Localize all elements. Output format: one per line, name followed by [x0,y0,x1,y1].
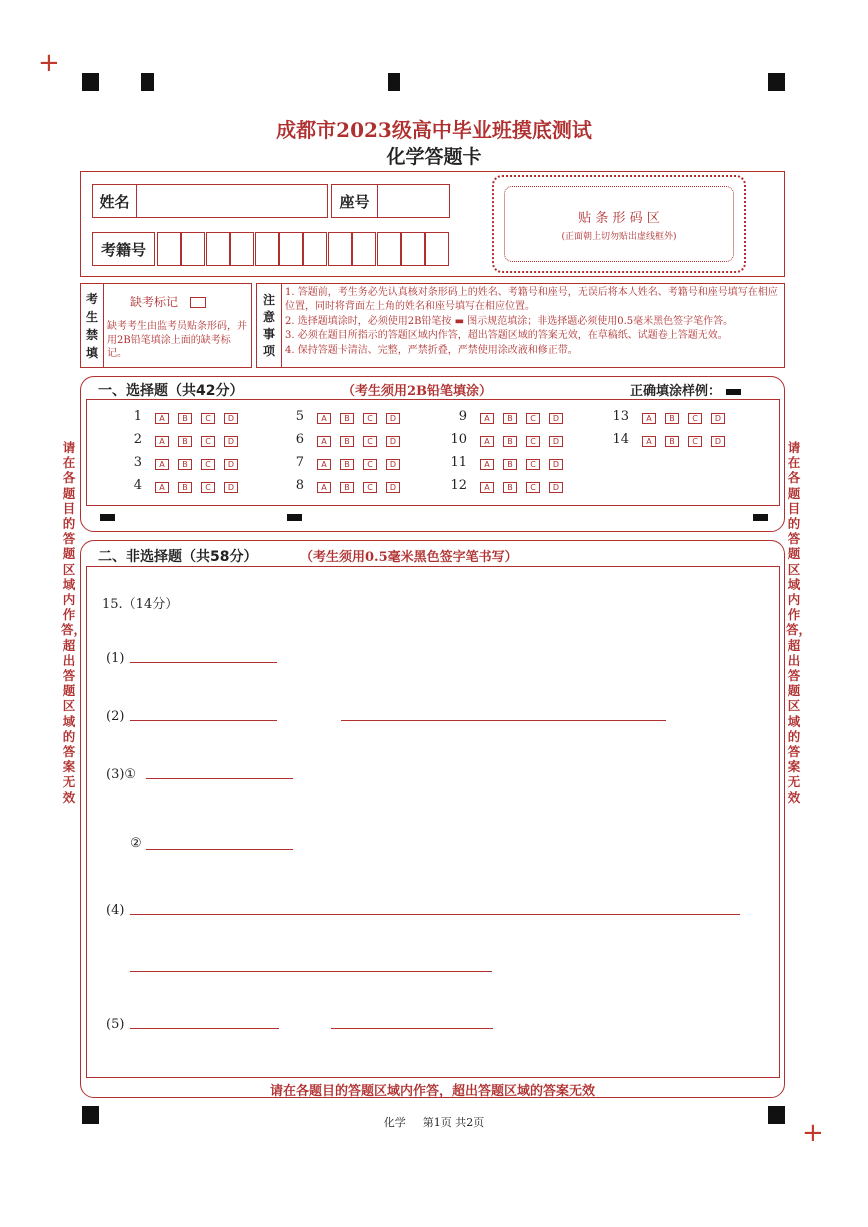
option-bubble-c[interactable]: C [363,436,377,447]
q15-heading: 15.（14分） [102,597,179,612]
question-number: 13 [612,409,629,424]
section1-instruction: （考生须用2B铅笔填涂） [342,384,493,399]
alignment-mark [100,514,115,521]
absent-description: 缺考考生由监考员贴条形码，并用2B铅笔填涂上面的缺考标记。 [107,321,247,359]
exam-id-digit-cell[interactable] [255,232,279,266]
q15-answer-area[interactable] [86,566,780,1078]
exam-id-digit-cell[interactable] [279,232,303,266]
option-bubble-b[interactable]: B [503,482,517,493]
option-bubble-d[interactable]: D [386,482,400,493]
absent-mark-title [130,293,206,310]
option-bubble-c[interactable]: C [526,482,540,493]
fill-sample-label: 正确填涂样例： [630,384,722,399]
exam-id-digit-cell[interactable] [425,232,449,266]
footer [0,1114,868,1130]
option-bubble-c[interactable]: C [688,413,702,424]
option-bubble-a[interactable]: A [480,436,494,447]
crop-mark-bottom-right: + [802,1118,824,1148]
option-bubble-c[interactable]: C [201,413,215,424]
option-bubble-d[interactable]: D [224,413,238,424]
note-item: 2. 选择题填涂时，必须使用2B铅笔按 ▬ 图示规范填涂；非选择题必须使用0.5毫米黑色签字笔作答。 [285,315,734,327]
alignment-mark [753,514,768,521]
q15-part3b-label: ② [130,836,142,851]
question-number: 6 [295,432,304,447]
question-number: 3 [133,455,142,470]
option-bubble-d[interactable]: D [549,436,563,447]
option-bubble-b[interactable]: B [340,482,354,493]
question-number: 10 [450,432,467,447]
footer-page: 第1页 共2页 [422,1116,485,1129]
alignment-mark [82,73,99,91]
notes-list [285,286,782,358]
exam-id-digit-cell[interactable] [377,232,401,266]
option-bubble-a[interactable]: A [480,459,494,470]
option-bubble-b[interactable]: B [178,436,192,447]
question-number: 2 [133,432,142,447]
q15-part1-line[interactable] [130,662,277,663]
option-bubble-c[interactable]: C [201,482,215,493]
option-bubble-c[interactable]: C [526,436,540,447]
footer-subject: 化学 [383,1116,406,1129]
question-number: 7 [295,455,304,470]
q15-part2-line-a[interactable] [130,720,277,721]
exam-id-digit-cell[interactable] [230,232,254,266]
q15-part5-label: (5) [106,1017,125,1032]
option-bubble-a[interactable]: A [317,413,331,424]
absent-mark-label: 缺考标记 [130,295,179,309]
exam-id-digit-cell[interactable] [401,232,425,266]
option-bubble-a[interactable]: A [480,482,494,493]
option-bubble-c[interactable]: C [201,459,215,470]
option-bubble-d[interactable]: D [224,482,238,493]
notes-side-divider [281,283,282,368]
option-bubble-c[interactable]: C [363,482,377,493]
question-number: 1 [133,409,142,424]
option-bubble-d[interactable]: D [711,436,725,447]
absent-mark-checkbox[interactable] [190,297,206,308]
option-bubble-d[interactable]: D [549,459,563,470]
option-bubble-c[interactable]: C [526,459,540,470]
page-subtitle: 化学答题卡 [386,146,482,168]
option-bubble-d[interactable]: D [386,413,400,424]
section2-title: 二、非选择题（共58分） [98,549,258,565]
option-bubble-b[interactable]: B [665,413,679,424]
exam-id-digit-cell[interactable] [181,232,205,266]
q15-part2-label: (2) [106,709,125,724]
name-label: 姓名 [92,184,137,218]
seat-label: 座号 [331,184,378,218]
absent-side-label: 考生禁填 [85,292,98,360]
alignment-mark [287,514,302,521]
option-bubble-a[interactable]: A [317,436,331,447]
option-bubble-b[interactable]: B [503,459,517,470]
exam-id-digit-cell[interactable] [352,232,376,266]
option-bubble-a[interactable]: A [317,459,331,470]
right-side-warning: 请在各题目的答题区域内作答，超出答题区域的答案无效 [786,440,812,805]
name-field[interactable] [136,184,328,218]
note-item: 3. 必须在题目所指示的答题区域内作答，超出答题区域的答案无效，在草稿纸、试题卷上答题无效。 [285,330,728,342]
option-bubble-c[interactable]: C [526,413,540,424]
option-bubble-b[interactable]: B [503,413,517,424]
option-bubble-d[interactable]: D [549,413,563,424]
barcode-note: (正面朝上切勿贴出虚线框外) [561,232,677,242]
exam-id-digit-cell[interactable] [157,232,181,266]
fill-sample-mark [726,389,741,395]
option-bubble-b[interactable]: B [665,436,679,447]
question-number: 9 [458,409,467,424]
option-bubble-d[interactable]: D [224,459,238,470]
notes-side-label: 注意事项 [262,293,275,358]
barcode-title: 贴 条 形 码 区 [578,211,660,226]
option-bubble-d[interactable]: D [386,436,400,447]
question-number: 14 [612,432,629,447]
option-bubble-d[interactable]: D [224,436,238,447]
option-bubble-b[interactable]: B [178,482,192,493]
crop-mark-top-left: + [38,48,60,78]
option-bubble-a[interactable]: A [317,482,331,493]
q15-part1-label: (1) [106,651,125,666]
option-bubble-c[interactable]: C [201,436,215,447]
q15-part3-label: (3)① [106,767,137,782]
question-number: 12 [450,478,467,493]
fill-sample [630,380,741,399]
q15-part3-line-2[interactable] [146,849,293,850]
option-bubble-a[interactable]: A [480,413,494,424]
option-bubble-a[interactable]: A [642,413,656,424]
q15-part3-line-1[interactable] [146,778,293,779]
option-bubble-a[interactable]: A [642,436,656,447]
seat-field[interactable] [377,184,450,218]
option-bubble-b[interactable]: B [340,459,354,470]
question-number: 11 [450,455,467,470]
bottom-warning: 请在各题目的答题区域内作答，超出答题区域的答案无效 [269,1084,595,1099]
section2-instruction: （考生须用0.5毫米黑色签字笔书写） [300,550,518,565]
alignment-mark [141,73,154,91]
option-bubble-a[interactable]: A [155,482,169,493]
option-bubble-c[interactable]: C [363,413,377,424]
option-bubble-d[interactable]: D [711,413,725,424]
option-bubble-b[interactable]: B [178,459,192,470]
alignment-mark [768,73,785,91]
left-side-warning: 请在各题目的答题区域内作答，超出答题区域的答案无效 [61,440,87,805]
note-item: 1. 答题前，考生务必先认真核对条形码上的姓名、考籍号和座号，无误后将本人姓名、考籍号和座号填写在相应位置，同时将背面左上角的姓名和座号填写在相应位置。 [285,287,778,313]
alignment-mark [388,73,400,91]
q15-part5-line-b[interactable] [331,1028,493,1029]
absent-side-divider [103,283,104,368]
q15-part4-label: (4) [106,903,125,918]
question-number: 5 [295,409,304,424]
option-bubble-b[interactable]: B [340,413,354,424]
option-bubble-a[interactable]: A [155,413,169,424]
q15-part2-line-b[interactable] [341,720,666,721]
page-title: 成都市2023级高中毕业班摸底测试 [276,118,592,142]
q15-part4-line-2[interactable] [130,971,492,972]
option-bubble-c[interactable]: C [363,459,377,470]
exam-id-digit-cell[interactable] [206,232,230,266]
q15-part5-line-a[interactable] [130,1028,279,1029]
q15-part4-line-1[interactable] [130,914,740,915]
option-bubble-b[interactable]: B [340,436,354,447]
exam-id-label: 考籍号 [92,232,155,266]
question-number: 8 [295,478,304,493]
note-item: 4. 保持答题卡清洁、完整，严禁折叠，严禁使用涂改液和修正带。 [285,344,578,356]
exam-id-digit-cell[interactable] [303,232,327,266]
option-bubble-b[interactable]: B [178,413,192,424]
exam-id-digit-cell[interactable] [328,232,352,266]
option-bubble-c[interactable]: C [688,436,702,447]
option-bubble-d[interactable]: D [549,482,563,493]
section1-title: 一、选择题（共42分） [98,383,244,399]
option-bubble-a[interactable]: A [155,436,169,447]
option-bubble-b[interactable]: B [503,436,517,447]
option-bubble-a[interactable]: A [155,459,169,470]
question-number: 4 [133,478,142,493]
option-bubble-d[interactable]: D [386,459,400,470]
